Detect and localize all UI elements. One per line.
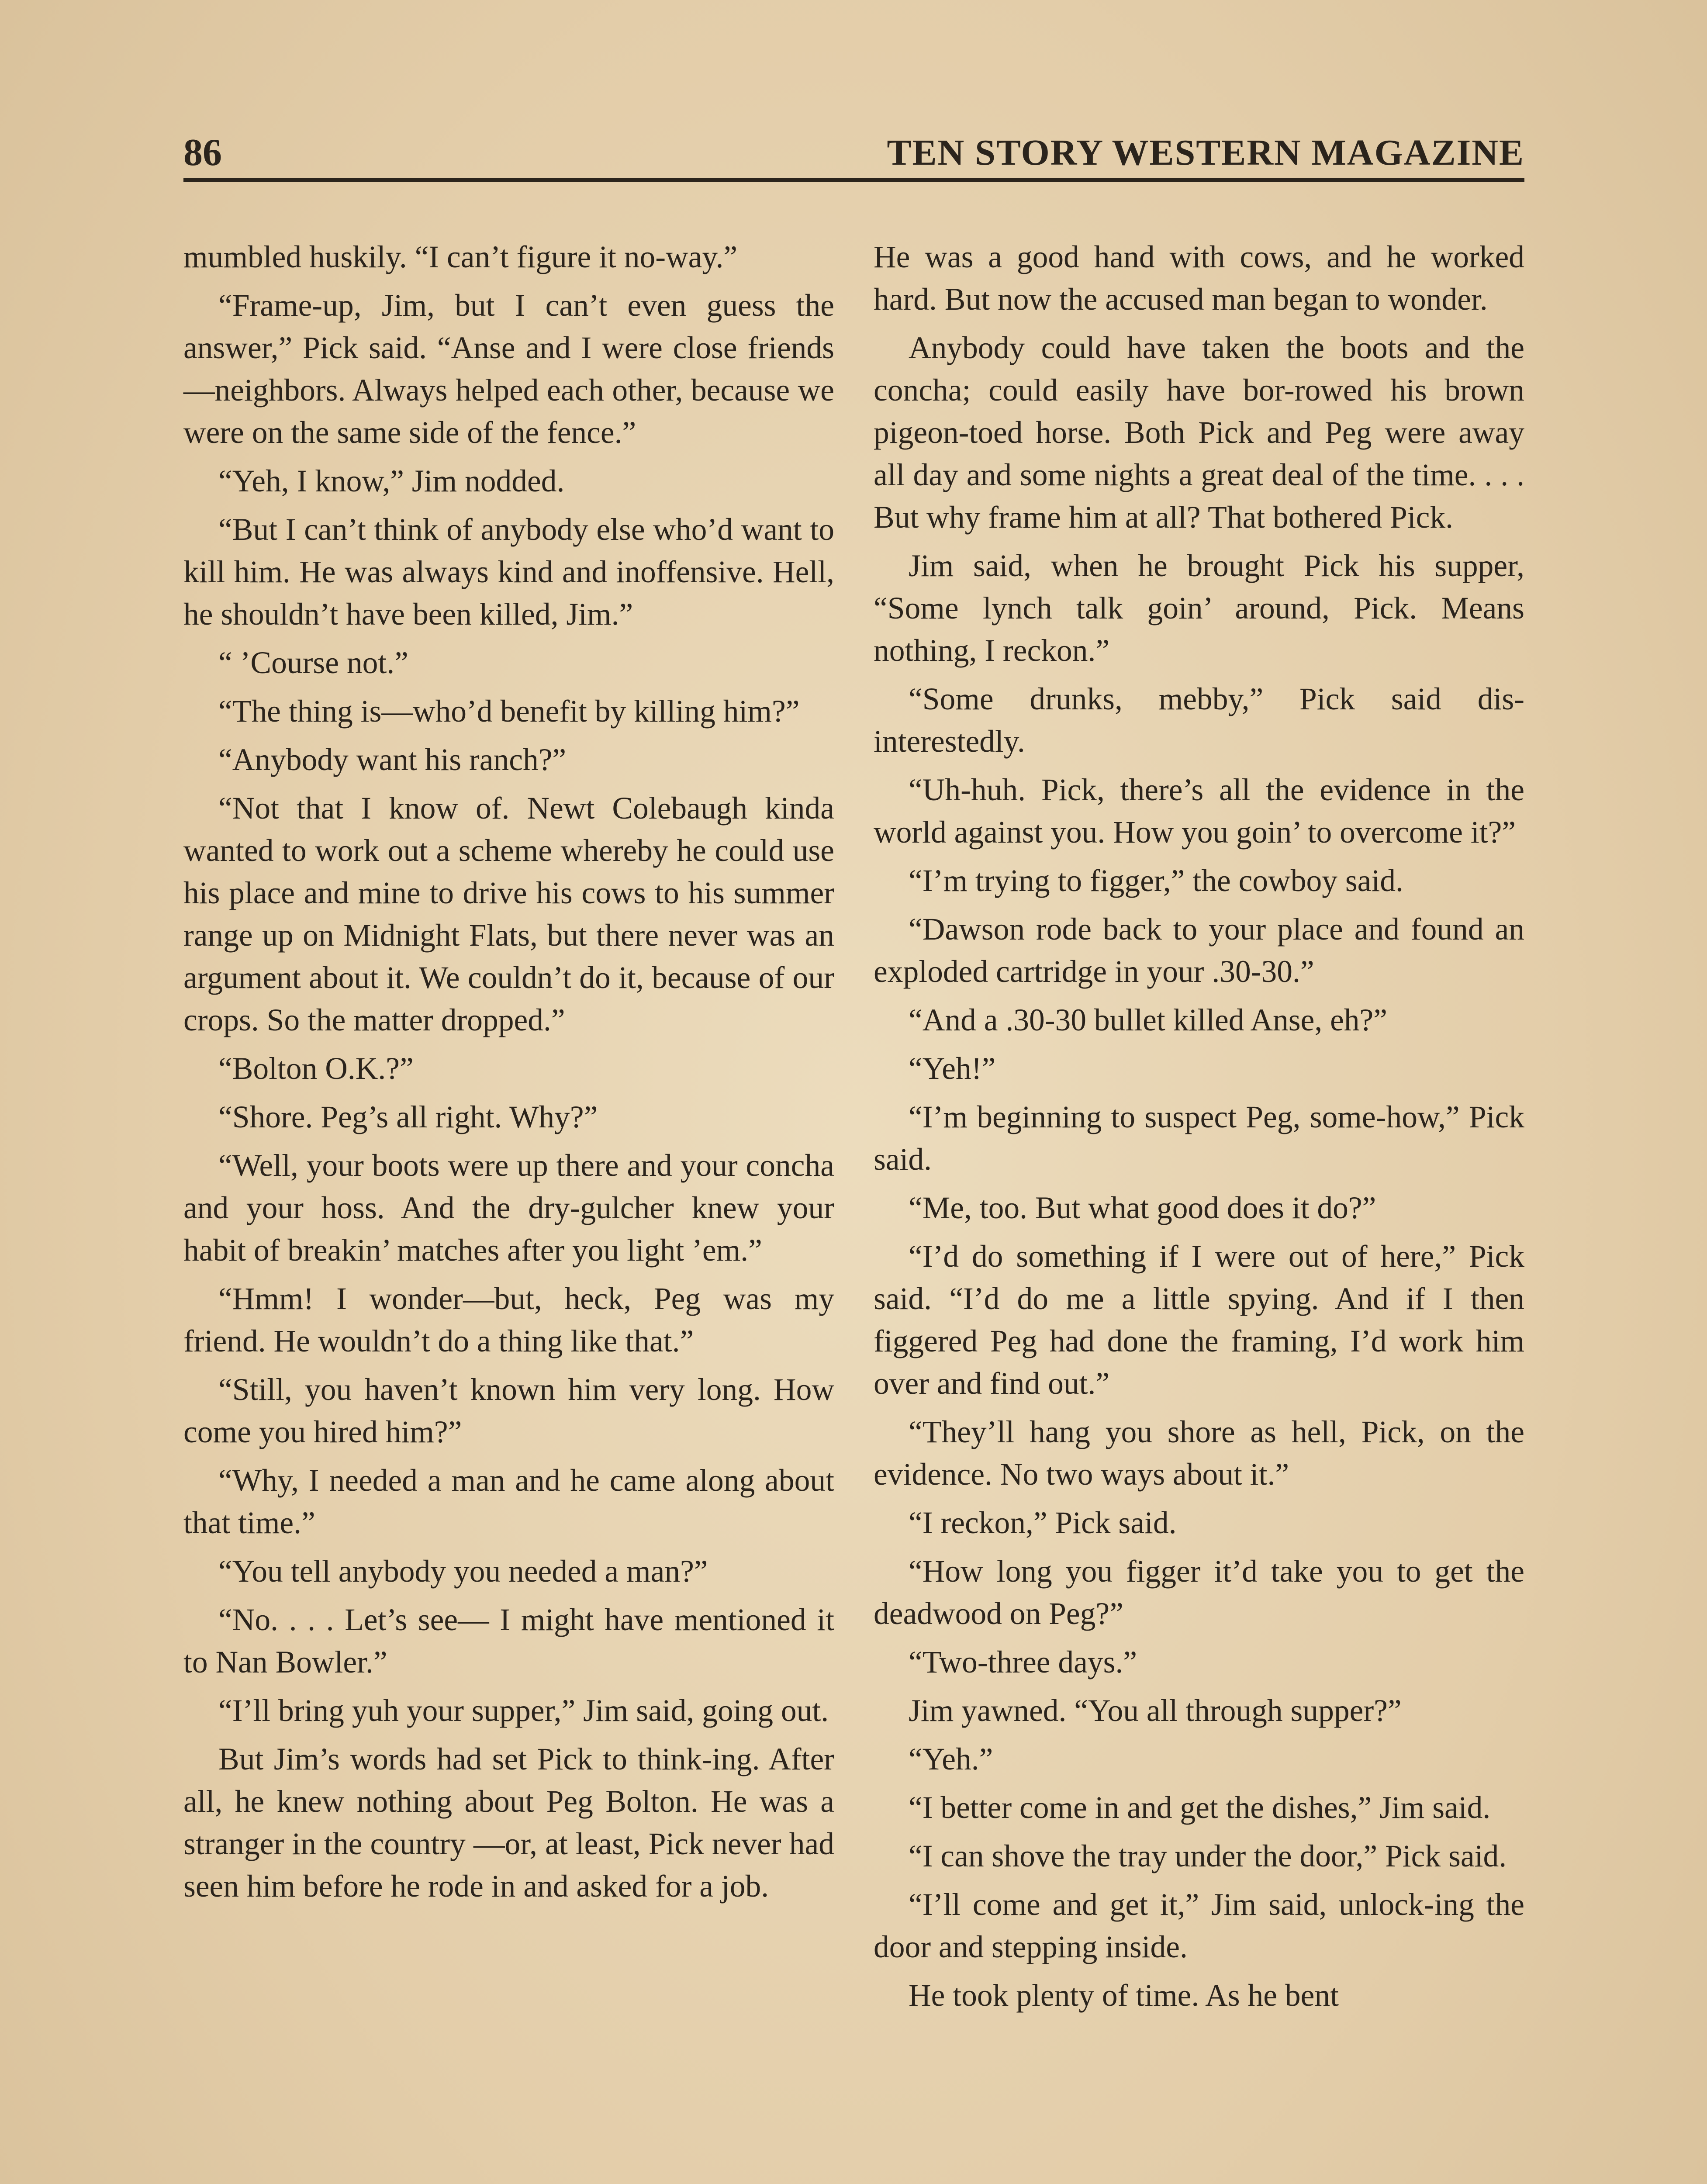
paragraph: “And a .30-30 bullet killed Anse, eh?” [909,1003,1388,1037]
paragraph: Jim said, when he brought Pick his supper, “Some lynch talk goin’ around, Pick. Means nothing, I reckon.” [874,549,1524,668]
paragraph: He took plenty of time. As he bent [909,1978,1339,2013]
magazine-title: TEN STORY WESTERN MAGAZINE [887,132,1524,173]
right-text-column [874,236,1524,2023]
paragraph: “Yeh.” [909,1742,993,1776]
paragraph: “I can shove the tray under the door,” Pick said. [909,1839,1507,1873]
paragraph: “I’ll bring yuh your supper,” Jim said, going out. [218,1693,829,1728]
header-rule [183,178,1524,182]
paragraph: “I reckon,” Pick said. [909,1506,1177,1540]
paragraph: “Frame-up, Jim, but I can’t even guess the answer,” Pick said. “Anse and I were close friends—neighbors. Always helped each other, because we were on the same side of the fence.” [183,288,834,450]
paragraph: “The thing is—who’d benefit by killing him?” [218,694,800,729]
paragraph: “Uh-huh. Pick, there’s all the evidence in the world against you. How you goin’ to overcome it?” [874,773,1524,850]
paragraph: “Well, your boots were up there and your concha and your hoss. And the dry-gulcher knew your habit of breakin’ matches after you light ’em.” [183,1148,834,1268]
left-text-column [183,236,834,1914]
paragraph: “How long you figger it’d take you to get the deadwood on Peg?” [874,1554,1524,1631]
paragraph: “I’m beginning to suspect Peg, some-how,” Pick said. [874,1100,1524,1177]
paragraph: “They’ll hang you shore as hell, Pick, on the evidence. No two ways about it.” [874,1415,1524,1492]
paragraph: “I’m trying to figger,” the cowboy said. [909,864,1403,898]
paragraph: mumbled huskily. “I can’t figure it no-way.” [183,240,738,274]
paragraph: “Some drunks, mebby,” Pick said dis-interestedly. [874,682,1524,759]
paragraph: “You tell anybody you needed a man?” [218,1554,708,1589]
paragraph: But Jim’s words had set Pick to think-ing. After all, he knew nothing about Peg Bolton. He was a stranger in the country —or, at least, Pick never had seen him before he rode in and asked for a job. [183,1742,834,1904]
paragraph: Anybody could have taken the boots and the concha; could easily have bor-rowed his brown pigeon-toed horse. Both Pick and Peg were away all day and some nights a great deal of the time. . . . But why frame him at all? That bothered Pick. [874,331,1524,535]
paragraph: “I’d do something if I were out of here,” Pick said. “I’d do me a little spying. And if I then figgered Peg had done the framing, I’d work him over and find out.” [874,1239,1524,1401]
paragraph: “Yeh!” [909,1051,996,1086]
paragraph: “Two-three days.” [909,1645,1137,1679]
paragraph: “Dawson rode back to your place and found an exploded cartridge in your .30-30.” [874,912,1524,989]
paragraph: “Still, you haven’t known him very long. How come you hired him?” [183,1372,834,1449]
paragraph: “Bolton O.K.?” [218,1051,414,1086]
paragraph: “I better come in and get the dishes,” Jim said. [909,1790,1491,1825]
page-header [183,127,1524,179]
paragraph: “Me, too. But what good does it do?” [909,1191,1376,1225]
paragraph: “Shore. Peg’s all right. Why?” [218,1100,598,1134]
paragraph: He was a good hand with cows, and he worked hard. But now the accused man began to wonder. [874,240,1524,317]
paragraph: “Yeh, I know,” Jim nodded. [218,464,565,498]
paragraph: “Hmm! I wonder—but, heck, Peg was my friend. He wouldn’t do a thing like that.” [183,1282,834,1358]
paragraph: “But I can’t think of anybody else who’d want to kill him. He was always kind and inoffensive. Hell, he shouldn’t have been killed, Jim.” [183,512,834,632]
page-number: 86 [183,131,222,174]
paragraph: Jim yawned. “You all through supper?” [909,1693,1402,1728]
paragraph: “ ’Course not.” [218,646,408,680]
paragraph: “Why, I needed a man and he came along about that time.” [183,1463,834,1540]
paragraph: “No. . . . Let’s see— I might have mentioned it to Nan Bowler.” [183,1603,834,1679]
paragraph: “Not that I know of. Newt Colebaugh kinda wanted to work out a scheme whereby he could use his place and mine to drive his cows to his summer range up on Midnight Flats, but there never was an argument about it. We couldn’t do it, because of our crops. So the matter dropped.” [183,791,834,1037]
paragraph: “I’ll come and get it,” Jim said, unlock-ing the door and stepping inside. [874,1887,1524,1964]
paragraph: “Anybody want his ranch?” [218,743,567,777]
